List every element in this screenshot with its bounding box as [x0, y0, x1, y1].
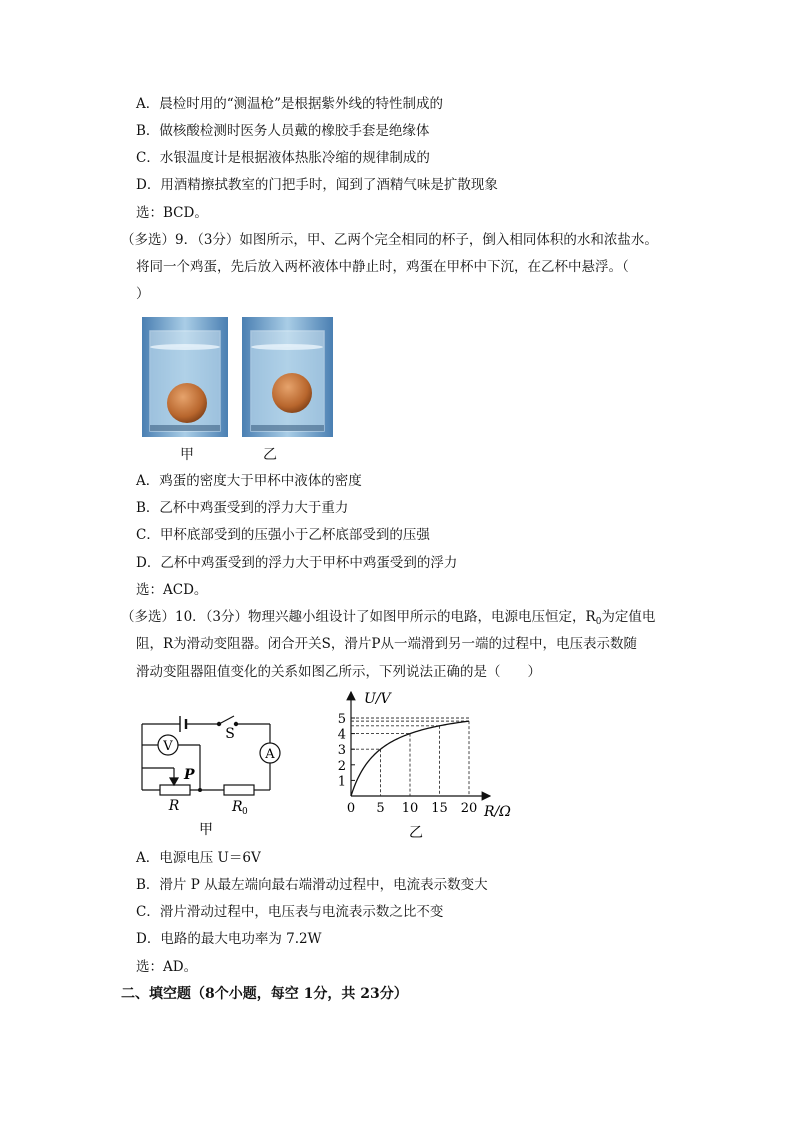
q9-stem-line3: ） [136, 286, 150, 302]
ammeter-label: A [265, 747, 275, 762]
slider-label: P [184, 767, 195, 783]
q9-option-b: B．乙杯中鸡蛋受到的浮力大于重力 [136, 500, 349, 516]
q10-answer: 选：AD。 [136, 959, 198, 975]
circuit-caption: 甲 [199, 822, 213, 838]
photo-caption-right: 乙 [263, 447, 277, 463]
y-axis-label: U/V [364, 691, 391, 707]
beaker-photo-left [142, 317, 228, 437]
q8-answer: 选：BCD。 [136, 205, 208, 221]
u-r-graph [330, 686, 530, 844]
q10-stem-line2: 阻，R为滑动变阻器。闭合开关S，滑片P从一端滑到另一端的过程中，电压表示数随 [136, 636, 637, 652]
x-axis-label: R/Ω [484, 804, 511, 820]
q10-stem-line1-a: （多选）10．（3分）物理兴趣小组设计了如图甲所示的电路，电源电压恒定，R [121, 609, 596, 625]
q8-option-b: B．做核酸检测时医务人员戴的橡胶手套是绝缘体 [136, 123, 430, 139]
x-tick-label: 15 [431, 801, 448, 816]
q9-stem-line2: 将同一个鸡蛋，先后放入两杯液体中静止时，鸡蛋在甲杯中下沉，在乙杯中悬浮。（ [136, 259, 629, 275]
q10-option-b: B．滑片 P 从最左端向最右端滑动过程中，电流表示数变大 [136, 877, 488, 893]
resistor-label: R [232, 799, 243, 815]
y-tick-label: 4 [337, 727, 346, 743]
circuit-diagram [130, 702, 290, 842]
resistor-label-sub: 0 [242, 807, 248, 817]
q10-stem-line1-sub: 0 [595, 617, 602, 627]
q10-option-c: C．滑片滑动过程中，电压表与电流表示数之比不变 [136, 904, 444, 920]
graph-caption: 乙 [409, 825, 423, 841]
q10-option-a: A．电源电压 U＝6V [136, 850, 261, 866]
q10-stem-line1-b: 为定值电 [601, 609, 656, 625]
rheostat-label: R [168, 798, 180, 814]
q8-option-c: C．水银温度计是根据液体热胀冷缩的规律制成的 [136, 150, 430, 166]
y-tick-label: 3 [337, 743, 346, 759]
q9-answer: 选：ACD。 [136, 582, 208, 598]
voltmeter-label: V [163, 739, 173, 754]
x-tick-label: 20 [460, 801, 478, 816]
y-tick-label: 5 [337, 712, 346, 727]
section-heading: 二、填空题（8个小题，每空 1分，共 23分） [121, 986, 408, 1002]
q9-option-a: A．鸡蛋的密度大于甲杯中液体的密度 [136, 473, 362, 489]
q8-option-d: D．用酒精擦拭教室的门把手时，闻到了酒精气味是扩散现象 [136, 177, 498, 193]
q8-option-a: A．晨检时用的“测温枪”是根据紫外线的特性制成的 [136, 96, 444, 112]
y-tick-label: 2 [337, 758, 346, 774]
photo-caption-left: 甲 [180, 447, 194, 463]
origin-label: 0 [346, 801, 356, 816]
q9-option-d: D．乙杯中鸡蛋受到的浮力大于甲杯中鸡蛋受到的浮力 [136, 555, 458, 571]
switch-label: S [225, 726, 235, 742]
y-tick-label: 1 [337, 774, 346, 790]
q10-option-d: D．电路的最大电功率为 7.2W [136, 931, 322, 947]
q10-stem-line1 [121, 608, 655, 631]
x-tick-label: 5 [376, 801, 385, 816]
junction-dot [198, 788, 202, 792]
beaker-photo-right [242, 317, 333, 437]
x-tick-label: 10 [401, 801, 419, 816]
q10-stem-line3: 滑动变阻器阻值变化的关系如图乙所示，下列说法正确的是（ ） [136, 664, 541, 680]
q9-stem-line1: （多选）9．（3分）如图所示，甲、乙两个完全相同的杯子，倒入相同体积的水和浓盐水。 [121, 232, 658, 248]
q9-option-c: C．甲杯底部受到的压强小于乙杯底部受到的压强 [136, 527, 430, 543]
